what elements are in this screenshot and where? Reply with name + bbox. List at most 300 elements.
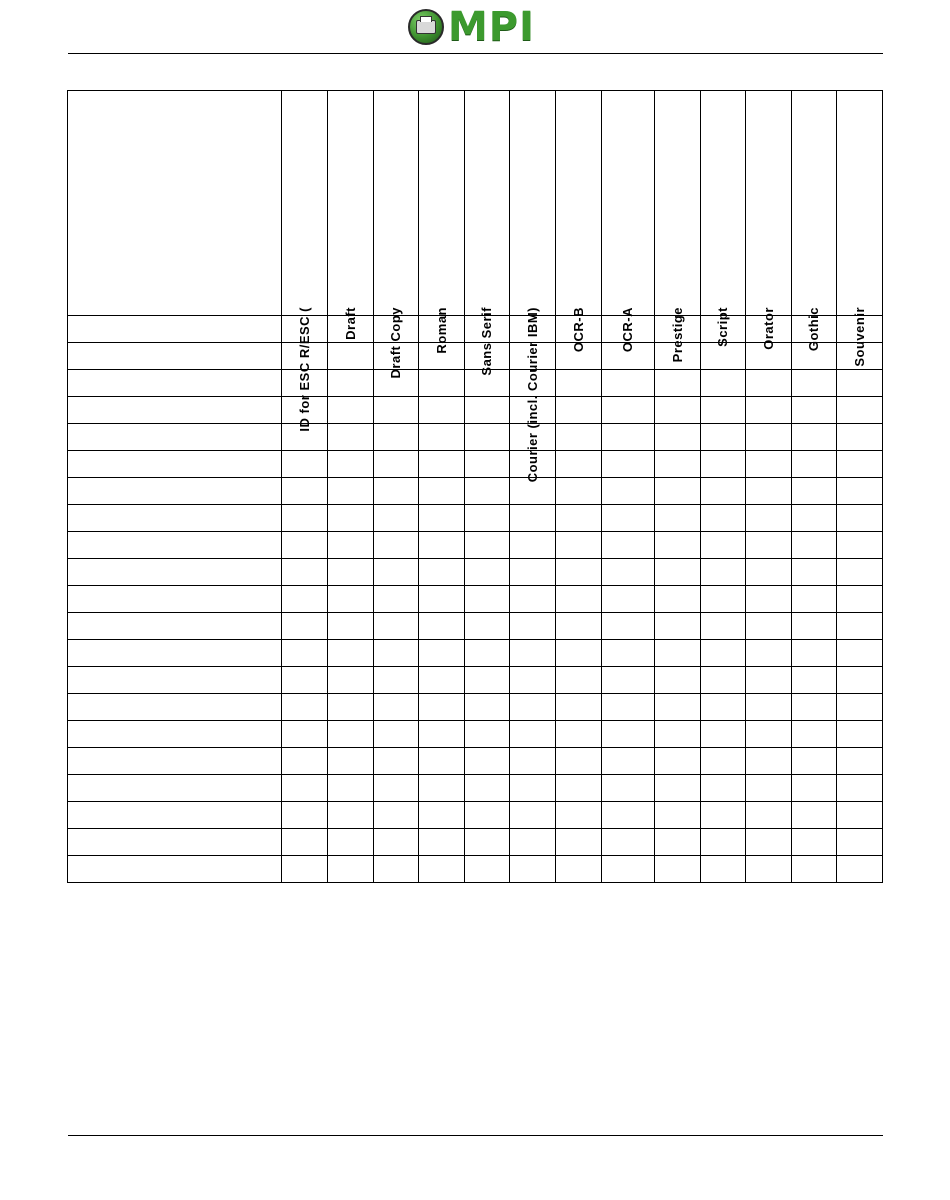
table-row [68, 856, 883, 883]
table-cell [465, 532, 510, 559]
table-cell [419, 370, 465, 397]
table-cell [602, 640, 655, 667]
table-cell [746, 802, 792, 829]
table-cell [556, 424, 602, 451]
table-cell [556, 532, 602, 559]
table-cell [465, 505, 510, 532]
table-cell [328, 478, 374, 505]
table-cell [374, 721, 419, 748]
table-cell [837, 694, 883, 721]
table-cell [328, 775, 374, 802]
table-cell [746, 694, 792, 721]
table-cell [792, 613, 837, 640]
table-cell [746, 829, 792, 856]
table-cell [328, 451, 374, 478]
table-cell [701, 397, 746, 424]
table-cell [746, 640, 792, 667]
table-cell [419, 424, 465, 451]
table-cell [328, 505, 374, 532]
table-cell [328, 748, 374, 775]
table-cell [282, 505, 328, 532]
table-cell [792, 748, 837, 775]
row-label-cell [68, 748, 282, 775]
column-header-label: OCR-B [570, 307, 586, 353]
table-cell [701, 694, 746, 721]
table-cell [602, 694, 655, 721]
table-cell [655, 532, 701, 559]
table-row [68, 505, 883, 532]
table-cell [701, 586, 746, 613]
table-cell [374, 856, 419, 883]
table-cell [746, 451, 792, 478]
table-cell [837, 424, 883, 451]
column-header-label: Orator [760, 307, 776, 350]
table-cell [655, 667, 701, 694]
table-cell [510, 721, 556, 748]
table-cell [556, 478, 602, 505]
table-cell [556, 856, 602, 883]
column-header [510, 91, 556, 483]
table-cell [792, 478, 837, 505]
table-cell [746, 478, 792, 505]
table-cell [465, 559, 510, 586]
table-cell [602, 532, 655, 559]
column-header-label: Gothic [806, 307, 821, 352]
table-cell [602, 748, 655, 775]
table-cell [374, 451, 419, 478]
table-cell [556, 748, 602, 775]
footer-rule [68, 1135, 883, 1136]
table-cell [510, 694, 556, 721]
table-row [68, 478, 883, 505]
column-header [556, 91, 602, 353]
column-header [374, 91, 419, 379]
table-cell [602, 478, 655, 505]
row-label-cell [68, 370, 282, 397]
table-cell [837, 505, 883, 532]
row-label-cell [68, 532, 282, 559]
table-cell [701, 370, 746, 397]
table-cell [374, 667, 419, 694]
table-cell [556, 640, 602, 667]
column-header [655, 91, 701, 363]
table-cell [465, 613, 510, 640]
table-cell [602, 370, 655, 397]
table-cell [701, 802, 746, 829]
table-cell [328, 721, 374, 748]
table-cell [837, 829, 883, 856]
table-cell [465, 478, 510, 505]
table-cell [328, 397, 374, 424]
table-header-row [68, 91, 883, 316]
table-cell [746, 424, 792, 451]
row-label-cell [68, 667, 282, 694]
column-header [328, 91, 374, 340]
table-cell [465, 424, 510, 451]
column-header [746, 91, 792, 350]
table-cell [837, 613, 883, 640]
table-cell [792, 775, 837, 802]
table-cell [792, 856, 837, 883]
table-cell [655, 451, 701, 478]
table-cell [328, 802, 374, 829]
table-row [68, 370, 883, 397]
table-cell [701, 748, 746, 775]
table-cell [419, 802, 465, 829]
table-cell [465, 829, 510, 856]
table-cell [510, 856, 556, 883]
table-cell [510, 505, 556, 532]
table-cell [746, 397, 792, 424]
table-cell [465, 856, 510, 883]
table-cell [701, 775, 746, 802]
table-cell [792, 586, 837, 613]
table-cell [328, 424, 374, 451]
table-cell [701, 559, 746, 586]
table-cell [282, 802, 328, 829]
table-row [68, 559, 883, 586]
table-cell [701, 505, 746, 532]
table-cell [837, 802, 883, 829]
column-header [701, 91, 746, 347]
table-cell [746, 748, 792, 775]
table-row [68, 829, 883, 856]
table-row [68, 586, 883, 613]
table-row [68, 424, 883, 451]
table-cell [837, 451, 883, 478]
table-cell [556, 802, 602, 829]
table-cell [837, 559, 883, 586]
table-cell [419, 586, 465, 613]
column-header [602, 91, 655, 353]
table-row [68, 640, 883, 667]
table-cell [655, 424, 701, 451]
table-cell [792, 667, 837, 694]
table-cell [419, 505, 465, 532]
table-cell [792, 559, 837, 586]
table-cell [746, 532, 792, 559]
table-cell [792, 802, 837, 829]
table-cell [701, 667, 746, 694]
table-cell [556, 694, 602, 721]
column-header-label: OCR-A [620, 307, 635, 353]
table-cell [328, 343, 374, 370]
table-cell [419, 829, 465, 856]
table-cell [701, 721, 746, 748]
table-cell [510, 559, 556, 586]
table-cell [602, 667, 655, 694]
table-cell [282, 478, 328, 505]
table-cell [465, 667, 510, 694]
table-cell [701, 829, 746, 856]
row-label-cell [68, 397, 282, 424]
table-cell [465, 640, 510, 667]
logo-text: MPI [448, 4, 536, 50]
table-cell [655, 856, 701, 883]
table-cell [419, 775, 465, 802]
font-support-table [67, 90, 883, 883]
table-cell [655, 370, 701, 397]
table-cell [510, 613, 556, 640]
table-cell [374, 478, 419, 505]
table-cell [419, 478, 465, 505]
table-cell [282, 694, 328, 721]
row-label-cell [68, 856, 282, 883]
table-cell [792, 694, 837, 721]
table-cell [655, 721, 701, 748]
table-cell [510, 586, 556, 613]
row-label-cell [68, 613, 282, 640]
table-cell [465, 586, 510, 613]
table-cell [328, 532, 374, 559]
table-cell [602, 829, 655, 856]
table-cell [374, 640, 419, 667]
table-cell [282, 586, 328, 613]
table-row [68, 748, 883, 775]
column-header [282, 91, 328, 432]
table-cell [510, 640, 556, 667]
table-cell [419, 640, 465, 667]
table-cell [746, 559, 792, 586]
row-label-cell [68, 586, 282, 613]
row-label-cell [68, 343, 282, 370]
printer-icon [408, 9, 444, 45]
table-cell [328, 694, 374, 721]
row-label-cell [68, 802, 282, 829]
table-cell [374, 505, 419, 532]
table-cell [328, 640, 374, 667]
row-label-cell [68, 721, 282, 748]
table-cell [655, 505, 701, 532]
table-cell [701, 478, 746, 505]
table-cell [328, 829, 374, 856]
table-cell [556, 397, 602, 424]
table-cell [556, 505, 602, 532]
table-cell [419, 856, 465, 883]
table-cell [419, 667, 465, 694]
table-cell [374, 586, 419, 613]
table-cell [837, 667, 883, 694]
column-header-label: Courier (incl. Courier IBM) [524, 307, 540, 483]
table-cell [837, 586, 883, 613]
table-cell [510, 748, 556, 775]
table-cell [419, 451, 465, 478]
column-header-label: Draft Copy [388, 307, 403, 379]
table-cell [374, 802, 419, 829]
row-label-cell [68, 316, 282, 343]
table-row [68, 694, 883, 721]
column-header [465, 91, 510, 376]
table-cell [837, 721, 883, 748]
row-label-header [68, 91, 282, 316]
table-cell [374, 775, 419, 802]
table-cell [556, 451, 602, 478]
table-cell [792, 829, 837, 856]
table-cell [746, 667, 792, 694]
table-cell [746, 775, 792, 802]
table-cell [374, 829, 419, 856]
table-cell [602, 397, 655, 424]
table-cell [655, 478, 701, 505]
table-cell [655, 802, 701, 829]
table-cell [419, 532, 465, 559]
table-cell [602, 424, 655, 451]
table-cell [282, 532, 328, 559]
row-label-cell [68, 775, 282, 802]
table-cell [602, 802, 655, 829]
header-rule [68, 53, 883, 54]
table-cell [837, 478, 883, 505]
table-cell [556, 667, 602, 694]
table-cell [792, 532, 837, 559]
table-cell [746, 586, 792, 613]
table-row [68, 721, 883, 748]
table-cell [746, 613, 792, 640]
table-cell [837, 640, 883, 667]
table-row [68, 397, 883, 424]
row-label-cell [68, 451, 282, 478]
table-cell [792, 397, 837, 424]
table-cell [602, 505, 655, 532]
table-cell [701, 532, 746, 559]
table-row [68, 613, 883, 640]
table-cell [282, 721, 328, 748]
table-cell [701, 451, 746, 478]
table-cell [328, 586, 374, 613]
table-cell [655, 829, 701, 856]
table-cell [419, 559, 465, 586]
table-cell [374, 559, 419, 586]
table-cell [602, 775, 655, 802]
table-cell [419, 397, 465, 424]
table-cell [792, 505, 837, 532]
table-cell [556, 829, 602, 856]
table-cell [602, 559, 655, 586]
table-cell [282, 613, 328, 640]
table-cell [746, 370, 792, 397]
row-label-cell [68, 640, 282, 667]
table-cell [282, 640, 328, 667]
table-cell [374, 424, 419, 451]
table-cell [655, 397, 701, 424]
table-cell [701, 856, 746, 883]
table-cell [556, 613, 602, 640]
table-cell [701, 613, 746, 640]
table-cell [465, 694, 510, 721]
table-cell [282, 667, 328, 694]
row-label-cell [68, 478, 282, 505]
table-cell [510, 667, 556, 694]
row-label-cell [68, 559, 282, 586]
table-cell [746, 721, 792, 748]
table-cell [282, 748, 328, 775]
table-cell [655, 559, 701, 586]
row-label-cell [68, 829, 282, 856]
table-cell [282, 559, 328, 586]
table-cell [837, 856, 883, 883]
table-row [68, 451, 883, 478]
column-header-label: Script [715, 307, 730, 347]
table-cell [655, 748, 701, 775]
table-row [68, 802, 883, 829]
table-cell [655, 775, 701, 802]
table-cell [328, 667, 374, 694]
table-cell [556, 775, 602, 802]
table-cell [419, 694, 465, 721]
table-row [68, 532, 883, 559]
table-cell [282, 775, 328, 802]
mpi-logo [408, 4, 536, 50]
table-cell [701, 640, 746, 667]
table-cell [792, 370, 837, 397]
table-cell [282, 856, 328, 883]
table-cell [602, 586, 655, 613]
table-cell [510, 775, 556, 802]
table-cell [465, 775, 510, 802]
table-cell [746, 505, 792, 532]
table-cell [602, 856, 655, 883]
table-cell [556, 370, 602, 397]
table-cell [655, 586, 701, 613]
column-header-label: Roman [433, 307, 449, 354]
table-cell [746, 856, 792, 883]
table-cell [655, 694, 701, 721]
table-cell [602, 451, 655, 478]
column-header [837, 91, 883, 367]
table-cell [282, 829, 328, 856]
table-cell [655, 613, 701, 640]
table-cell [282, 451, 328, 478]
table-cell [328, 559, 374, 586]
row-label-cell [68, 694, 282, 721]
table-row [68, 775, 883, 802]
column-header-label: Prestige [669, 307, 685, 363]
column-header-label: ID for ESC R/ESC ( [296, 307, 312, 432]
column-header-label: Draft [342, 307, 358, 340]
table-cell [602, 721, 655, 748]
table-cell [837, 748, 883, 775]
table-cell [792, 451, 837, 478]
row-label-cell [68, 424, 282, 451]
table-cell [602, 613, 655, 640]
table-cell [374, 748, 419, 775]
table-cell [556, 559, 602, 586]
column-header-label: Souvenir [851, 307, 867, 367]
table-cell [792, 640, 837, 667]
table-cell [837, 532, 883, 559]
table-cell [465, 748, 510, 775]
table-cell [792, 721, 837, 748]
table-cell [701, 424, 746, 451]
column-header [419, 91, 465, 354]
table-cell [837, 775, 883, 802]
table-cell [556, 586, 602, 613]
table-cell [419, 748, 465, 775]
table-cell [419, 721, 465, 748]
column-header [792, 91, 837, 352]
table-cell [328, 613, 374, 640]
table-cell [465, 397, 510, 424]
table-cell [465, 802, 510, 829]
table-cell [556, 721, 602, 748]
table-cell [328, 856, 374, 883]
table-cell [510, 829, 556, 856]
table-cell [374, 397, 419, 424]
table-cell [510, 802, 556, 829]
table-cell [465, 451, 510, 478]
table-cell [374, 613, 419, 640]
table-cell [510, 532, 556, 559]
